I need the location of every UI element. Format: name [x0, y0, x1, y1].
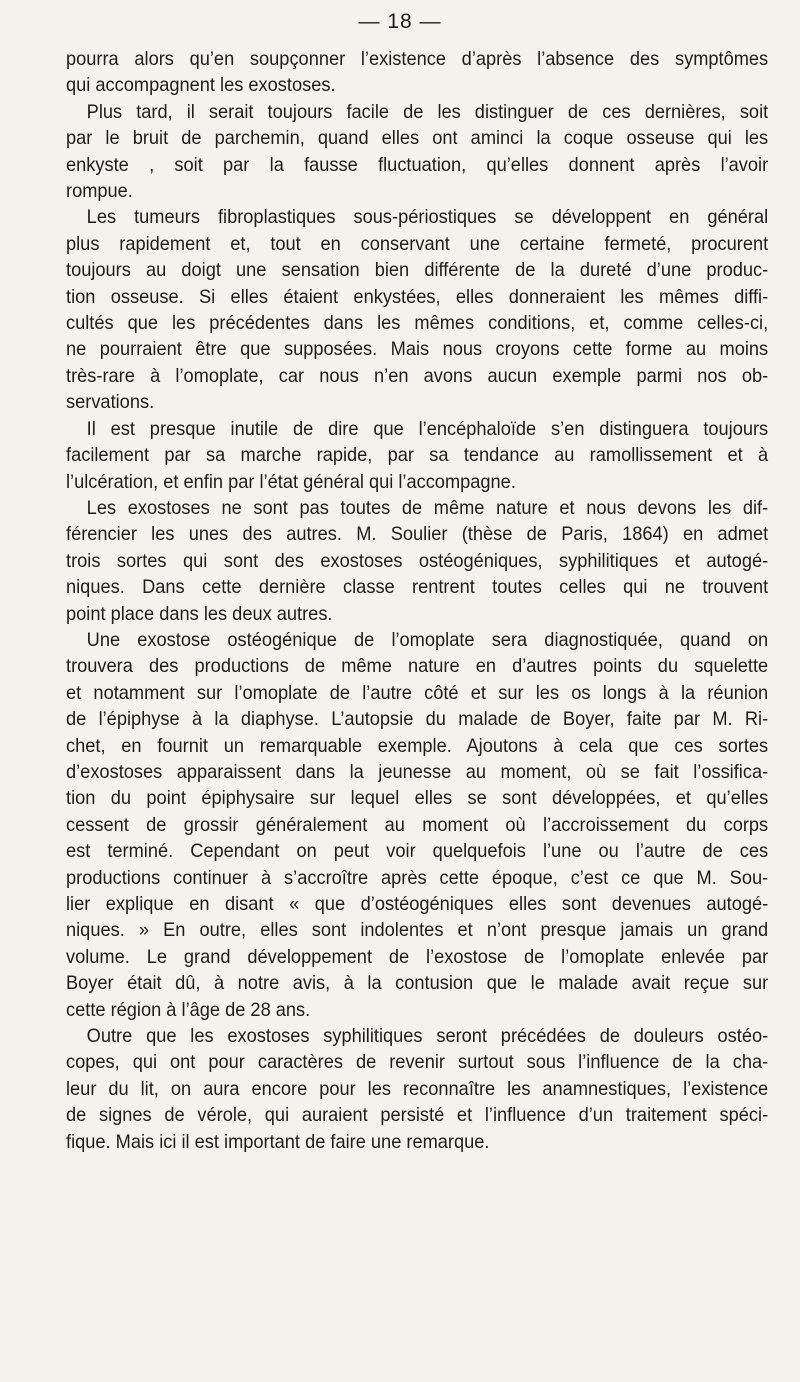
paragraph: [66, 495, 768, 627]
paragraph: [66, 46, 768, 99]
text-line: Plus tard, il serait toujours facile de les distinguer de ces dernières, soit: [86, 100, 769, 123]
paragraph: [66, 204, 768, 415]
text-line: Il est presque inutile de dire que l’encéphaloïde s’en distinguera toujours: [86, 417, 769, 440]
text-line: cessent de grossir généralement au moment où l’accroissement du corps: [66, 813, 769, 836]
text-line: chet, en fournit un remarquable exemple. Ajoutons à cela que ces sortes: [66, 734, 769, 757]
text-line: tion osseuse. Si elles étaient enkystées, elles donneraient les mêmes diffi-: [66, 285, 769, 308]
text-line: Les tumeurs fibroplastiques sous-périostiques se développent en général: [86, 206, 769, 229]
text-line: et notamment sur l’omoplate de l’autre côté et sur les os longs à la réunion: [66, 681, 769, 704]
text-line: enkyste , soit par la fausse fluctuation, qu’elles donnent après l’avoir: [66, 153, 769, 176]
paragraph: [66, 1023, 768, 1155]
text-line: de signes de vérole, qui auraient persisté et l’influence d’un traitement spéci-: [66, 1104, 769, 1127]
text-line: cultés que les précédentes dans les mêmes conditions, et, comme celles-ci,: [66, 312, 769, 335]
text-line: toujours au doigt une sensation bien différente de la dureté d’une produc-: [66, 259, 769, 282]
text-line: est terminé. Cependant on peut voir quelquefois l’une ou l’autre de ces: [66, 840, 769, 863]
text-line: volume. Le grand développement de l’exostose de l’omoplate enlevée par: [66, 945, 769, 968]
text-line: Boyer était dû, à notre avis, à la contusion que le malade avait reçue sur: [66, 972, 769, 995]
text-line: cette région à l’âge de 28 ans.: [66, 998, 311, 1021]
text-line: servations.: [66, 391, 155, 414]
text-line: productions continuer à s’accroître après cette époque, c’est ce que M. Sou-: [66, 866, 769, 889]
text-line: Outre que les exostoses syphilitiques seront précédées de douleurs ostéo-: [86, 1025, 769, 1048]
text-line: leur du lit, on aura encore pour les reconnaître les anamnestiques, l’existence: [66, 1077, 769, 1100]
text-line: lier explique en disant « que d’ostéogéniques elles sont devenues autogé-: [66, 893, 769, 915]
body-text: [66, 46, 768, 1155]
page-number-header: — 18 —: [358, 10, 442, 33]
text-line: très-rare à l’omoplate, car nous n’en avons aucun exemple parmi nos ob-: [66, 364, 769, 387]
text-line: copes, qui ont pour caractères de revenir surtout sous l’influence de la cha-: [66, 1051, 769, 1074]
paragraph: [66, 627, 768, 1023]
text-line: rompue.: [66, 180, 133, 203]
text-line: qui accompagnent les exostoses.: [66, 74, 336, 97]
text-line: trois sortes qui sont des exostoses ostéogéniques, syphilitiques et autogé-: [66, 549, 769, 572]
text-line: fique. Mais ici il est important de faire une remarque.: [66, 1130, 490, 1153]
text-line: par le bruit de parchemin, quand elles ont aminci la coque osseuse qui les: [66, 127, 769, 150]
paragraph: [66, 99, 768, 205]
text-line: trouvera des productions de même nature en d’autres points du squelette: [66, 655, 769, 678]
text-line: de l’épiphyse à la diaphyse. L’autopsie du malade de Boyer, faite par M. Ri-: [66, 708, 769, 731]
text-line: l’ulcération, et enfin par l’état général qui l’accompagne.: [66, 470, 516, 493]
paragraph: [66, 416, 768, 495]
text-line: pourra alors qu’en soupçonner l’existence d’après l’absence des symptômes: [66, 48, 769, 70]
text-line: tion du point épiphysaire sur lequel elles se sont développées, et qu’elles: [66, 787, 769, 810]
text-line: ne pourraient être que supposées. Mais nous croyons cette forme au moins: [66, 338, 769, 361]
text-line: niques. Dans cette dernière classe rentrent toutes celles qui ne trouvent: [66, 576, 769, 599]
text-line: Les exostoses ne sont pas toutes de même nature et nous devons les dif-: [86, 496, 769, 519]
text-line: d’exostoses apparaissent dans la jeunesse au moment, où se fait l’ossifica-: [66, 760, 769, 783]
text-line: férencier les unes des autres. M. Soulier (thèse de Paris, 1864) en admet: [66, 523, 769, 546]
text-line: point place dans les deux autres.: [66, 602, 333, 625]
text-line: Une exostose ostéogénique de l’omoplate sera diagnostiquée, quand on: [86, 628, 769, 651]
text-line: facilement par sa marche rapide, par sa tendance au ramollissement et à: [66, 444, 769, 467]
text-line: plus rapidement et, tout en conservant une certaine fermeté, procurent: [66, 232, 769, 255]
text-line: niques. » En outre, elles sont indolentes et n’ont presque jamais un grand: [66, 919, 769, 942]
